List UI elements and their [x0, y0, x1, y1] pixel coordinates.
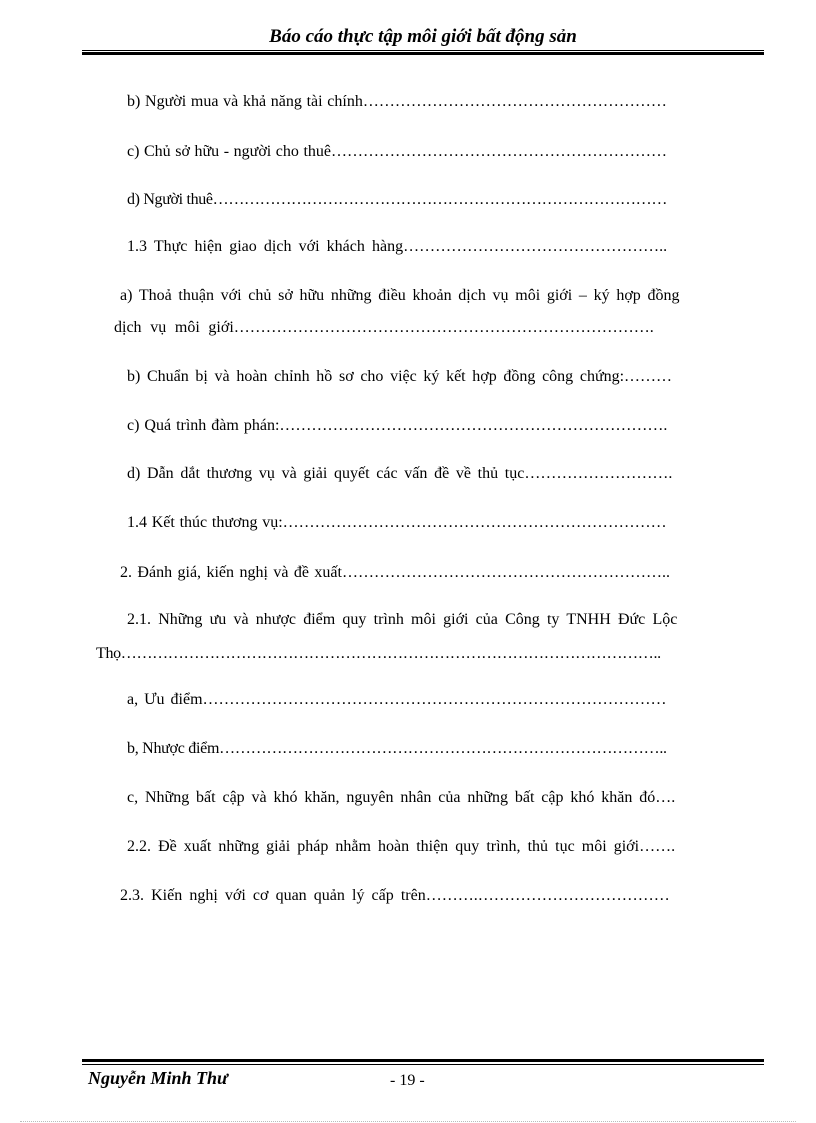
toc-entry: a) Thoả thuận với chủ sở hữu những điều khoản dịch vụ môi giới – ký hợp đồng: [120, 287, 680, 304]
toc-entry: 2.3. Kiến nghị với cơ quan quản lý cấp trên……….………………………………: [120, 887, 670, 904]
bottom-dotted-border: [20, 1121, 796, 1122]
toc-entry: 1.3 Thực hiện giao dịch với khách hàng…………………………………………..: [127, 238, 668, 255]
toc-entry: c, Những bất cập và khó khăn, nguyên nhân của những bất cập khó khăn đó….: [127, 789, 676, 806]
header-title: Báo cáo thực tập môi giới bất động sản: [269, 26, 577, 47]
toc-entry: c) Quá trình đàm phán:……………………………………………………………….: [127, 417, 668, 434]
toc-entry: 2.2. Đề xuất những giải pháp nhằm hoàn thiện quy trình, thủ tục môi giới…….: [127, 838, 676, 855]
toc-entry: c) Chủ sở hữu - người cho thuê………………………………………………………: [127, 143, 668, 160]
toc-entry: dịch vụ môi giới…………………………………………………………………….: [114, 319, 654, 336]
toc-entry: 2.1. Những ưu và nhược điểm quy trình môi giới của Công ty TNHH Đức Lộc: [127, 611, 678, 628]
header-rule-thick: [82, 52, 764, 55]
footer-author: Nguyễn Minh Thư: [88, 1068, 228, 1088]
toc-entry: b, Nhược điểm…………………………………………………………………………..: [127, 740, 667, 757]
footer-rule-thin: [82, 1064, 764, 1065]
toc-entry: a, Ưu điểm……………………………………………………………………………: [127, 691, 667, 708]
footer-rule-thick: [82, 1059, 764, 1062]
header-rule-thin: [82, 50, 764, 51]
toc-entry: d) Dẫn dắt thương vụ và giải quyết các vấn đề về thủ tục……………………….: [127, 465, 673, 482]
toc-entry: 1.4 Kết thúc thương vụ:………………………………………………………………: [127, 514, 667, 531]
toc-entry: d) Người thuê……………………………………………………………………………: [127, 191, 668, 208]
toc-entry: 2. Đánh giá, kiến nghị và đề xuất……………………………………………………..: [120, 564, 670, 581]
page-number: - 19 -: [390, 1072, 425, 1089]
toc-entry: b) Người mua và khả năng tài chính…………………………………………………: [127, 93, 667, 110]
toc-entry: Thọ…………………………………………………………………………………………..: [96, 645, 661, 662]
toc-entry: b) Chuẩn bị và hoàn chỉnh hồ sơ cho việc ký kết hợp đồng công chứng:………: [127, 368, 673, 385]
